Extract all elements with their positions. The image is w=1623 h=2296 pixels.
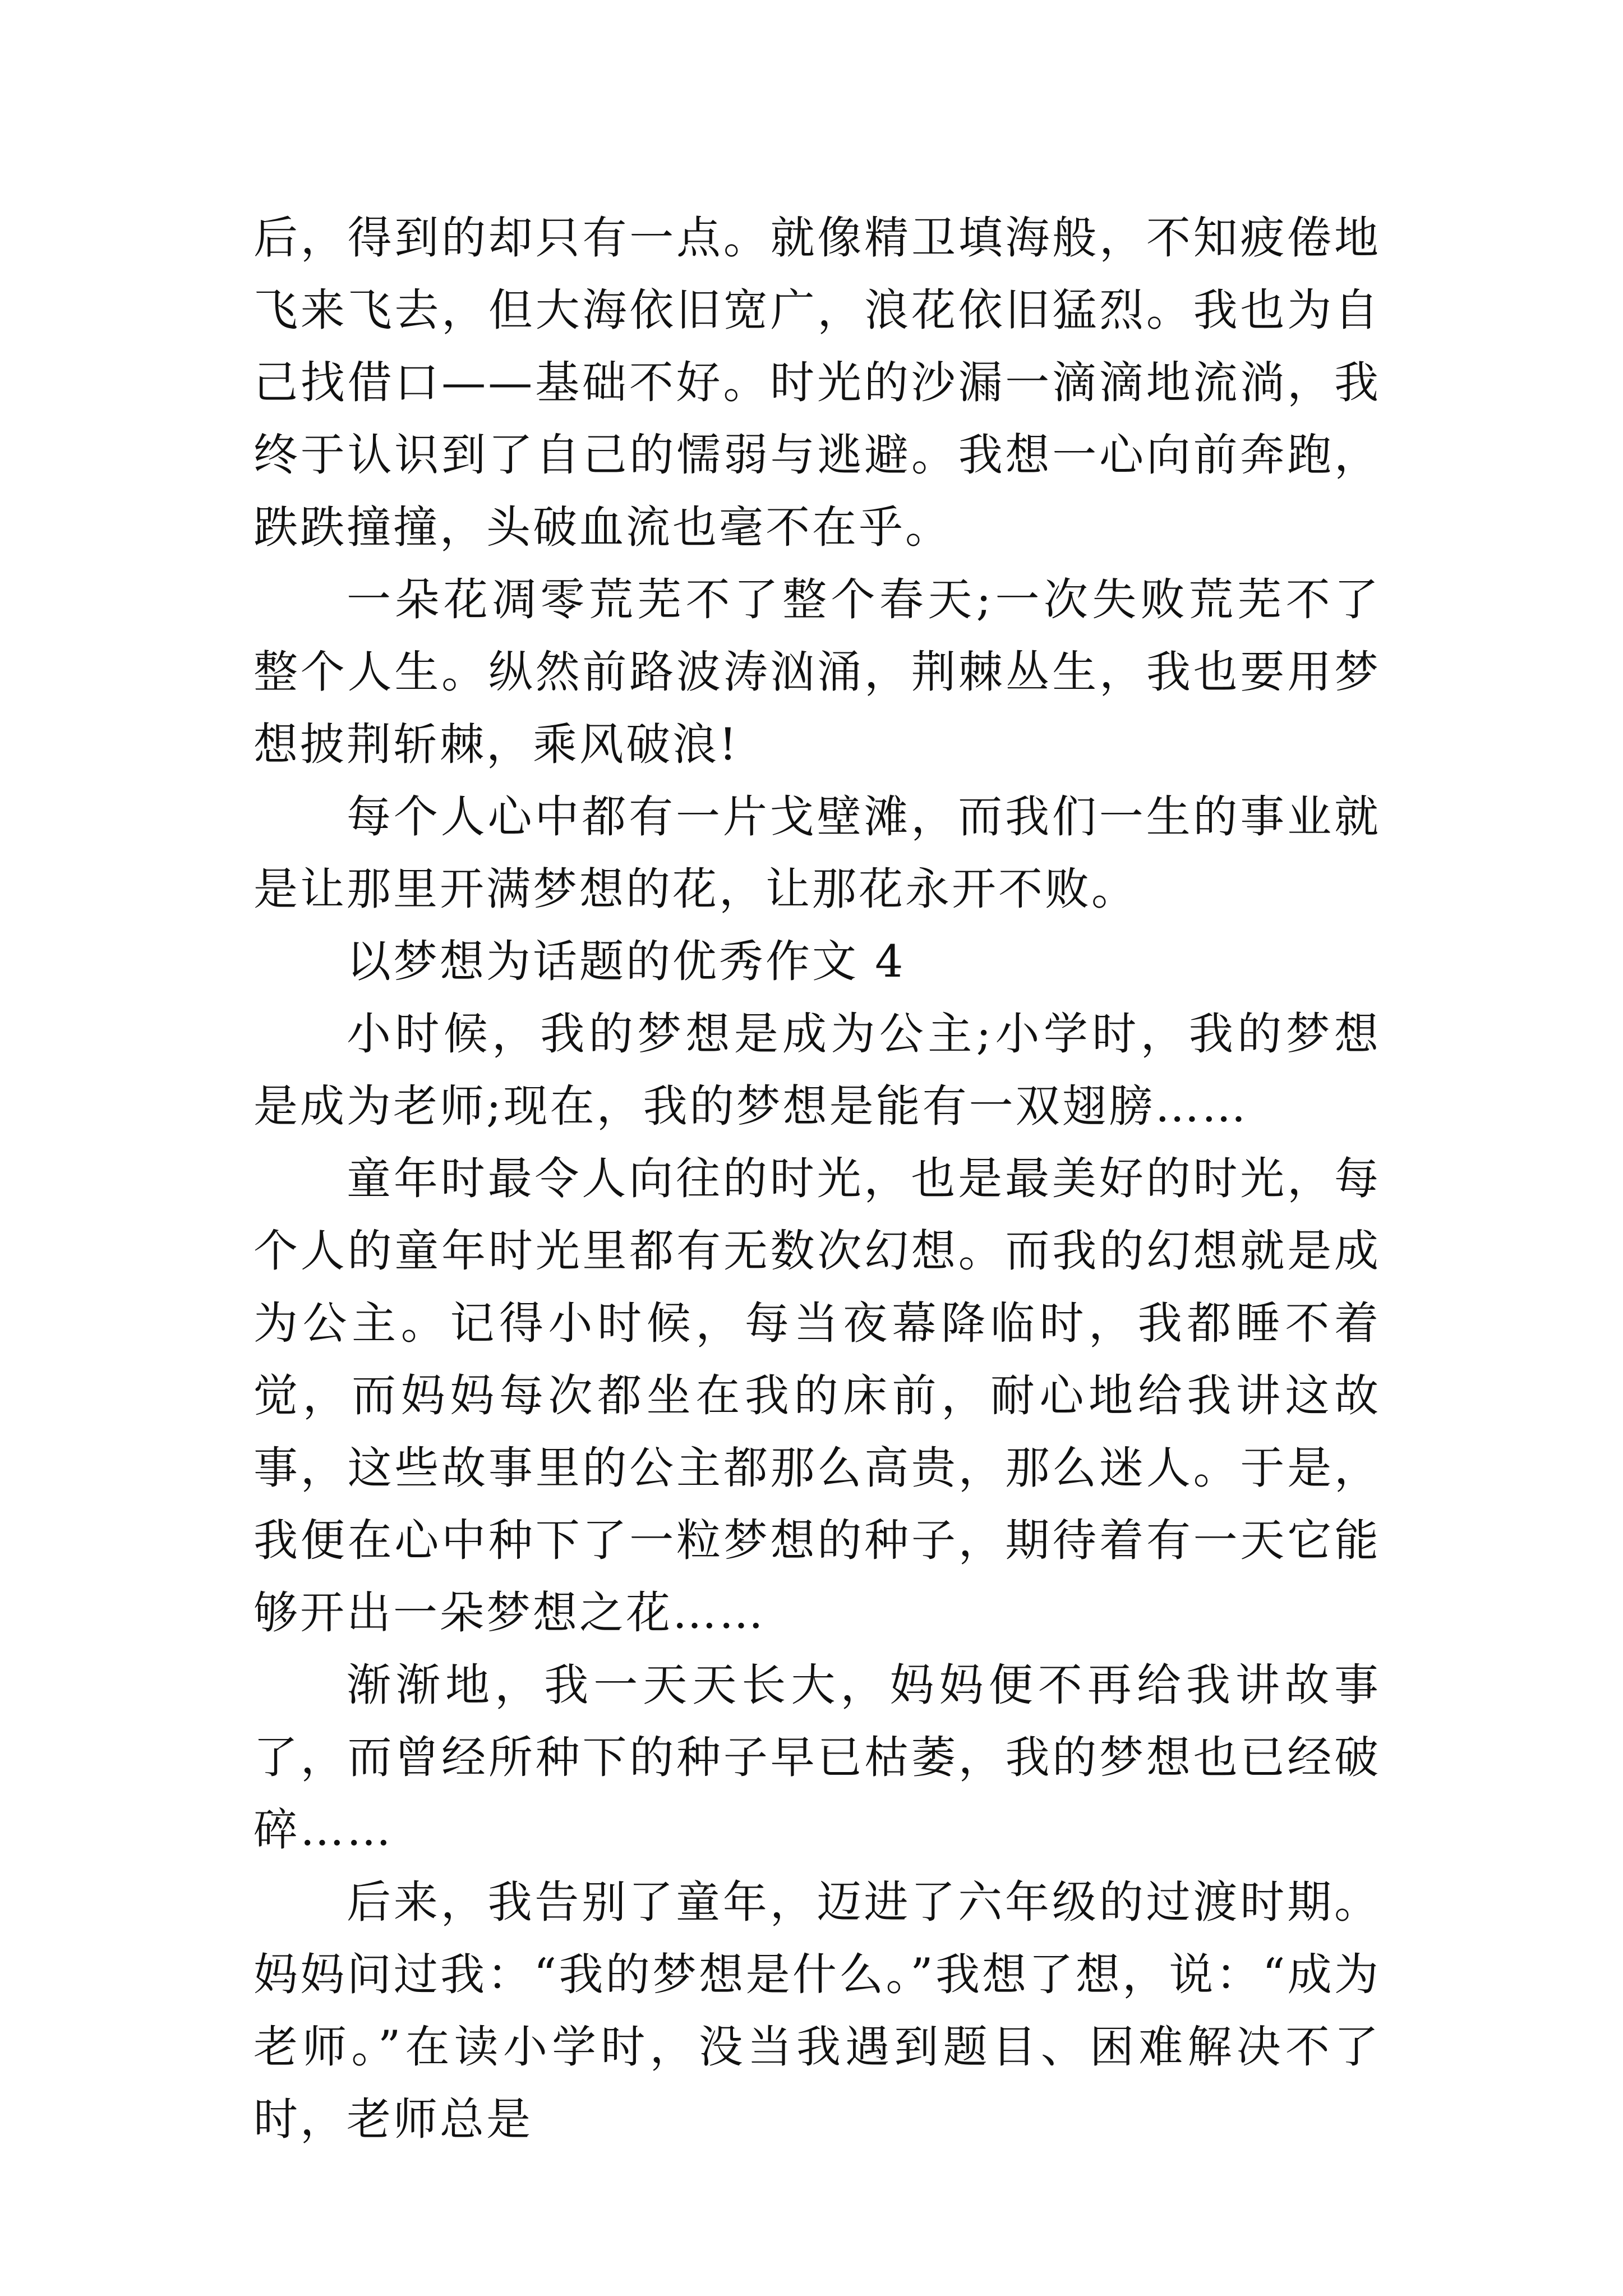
section-heading: 以梦想为话题的优秀作文 4 xyxy=(347,936,906,987)
paragraph-7: 渐渐地，我一天天长大，妈妈便不再给我讲故事了，而曾经所种下的种子早已枯萎，我的梦想也已经破碎…… xyxy=(253,1659,1381,1856)
paragraph-8: 后来，我告别了童年，迈进了六年级的过渡时期。妈妈问过我：“我的梦想是什么。”我想了想，说：“成为老师。”在读小学时，没当我遇到题目、困难解决不了时，老师总是 xyxy=(253,1876,1381,2145)
document-body xyxy=(253,202,1381,2156)
paragraph-6: 童年时最令人向往的时光，也是最美好的时光，每个人的童年时光里都有无数次幻想。而我的幻想就是成为公主。记得小时候，每当夜幕降临时，我都睡不着觉，而妈妈每次都坐在我的床前，耐心地给我讲这故事，这些故事里的公主都那么高贵，那么迷人。于是，我便在心中种下了一粒梦想的种子，期待着有一天它能够开出一朵梦想之花…… xyxy=(253,1153,1381,1639)
paragraph-5: 小时候，我的梦想是成为公主;小学时，我的梦想是成为老师;现在，我的梦想是能有一双翅膀…… xyxy=(253,1008,1381,1132)
paragraph-1: 后，得到的却只有一点。就像精卫填海般，不知疲倦地飞来飞去，但大海依旧宽广，浪花依旧猛烈。我也为自己找借口——基础不好。时光的沙漏一滴滴地流淌，我终于认识到了自己的懦弱与逃避。我想一心向前奔跑，跌跌撞撞，头破血流也毫不在乎。 xyxy=(253,212,1381,553)
paragraph-2: 一朵花凋零荒芜不了整个春天;一次失败荒芜不了整个人生。纵然前路波涛汹涌，荆棘丛生，我也要用梦想披荆斩棘，乘风破浪! xyxy=(253,574,1381,770)
paragraph-3: 每个人心中都有一片戈壁滩，而我们一生的事业就是让那里开满梦想的花，让那花永开不败。 xyxy=(253,791,1381,915)
